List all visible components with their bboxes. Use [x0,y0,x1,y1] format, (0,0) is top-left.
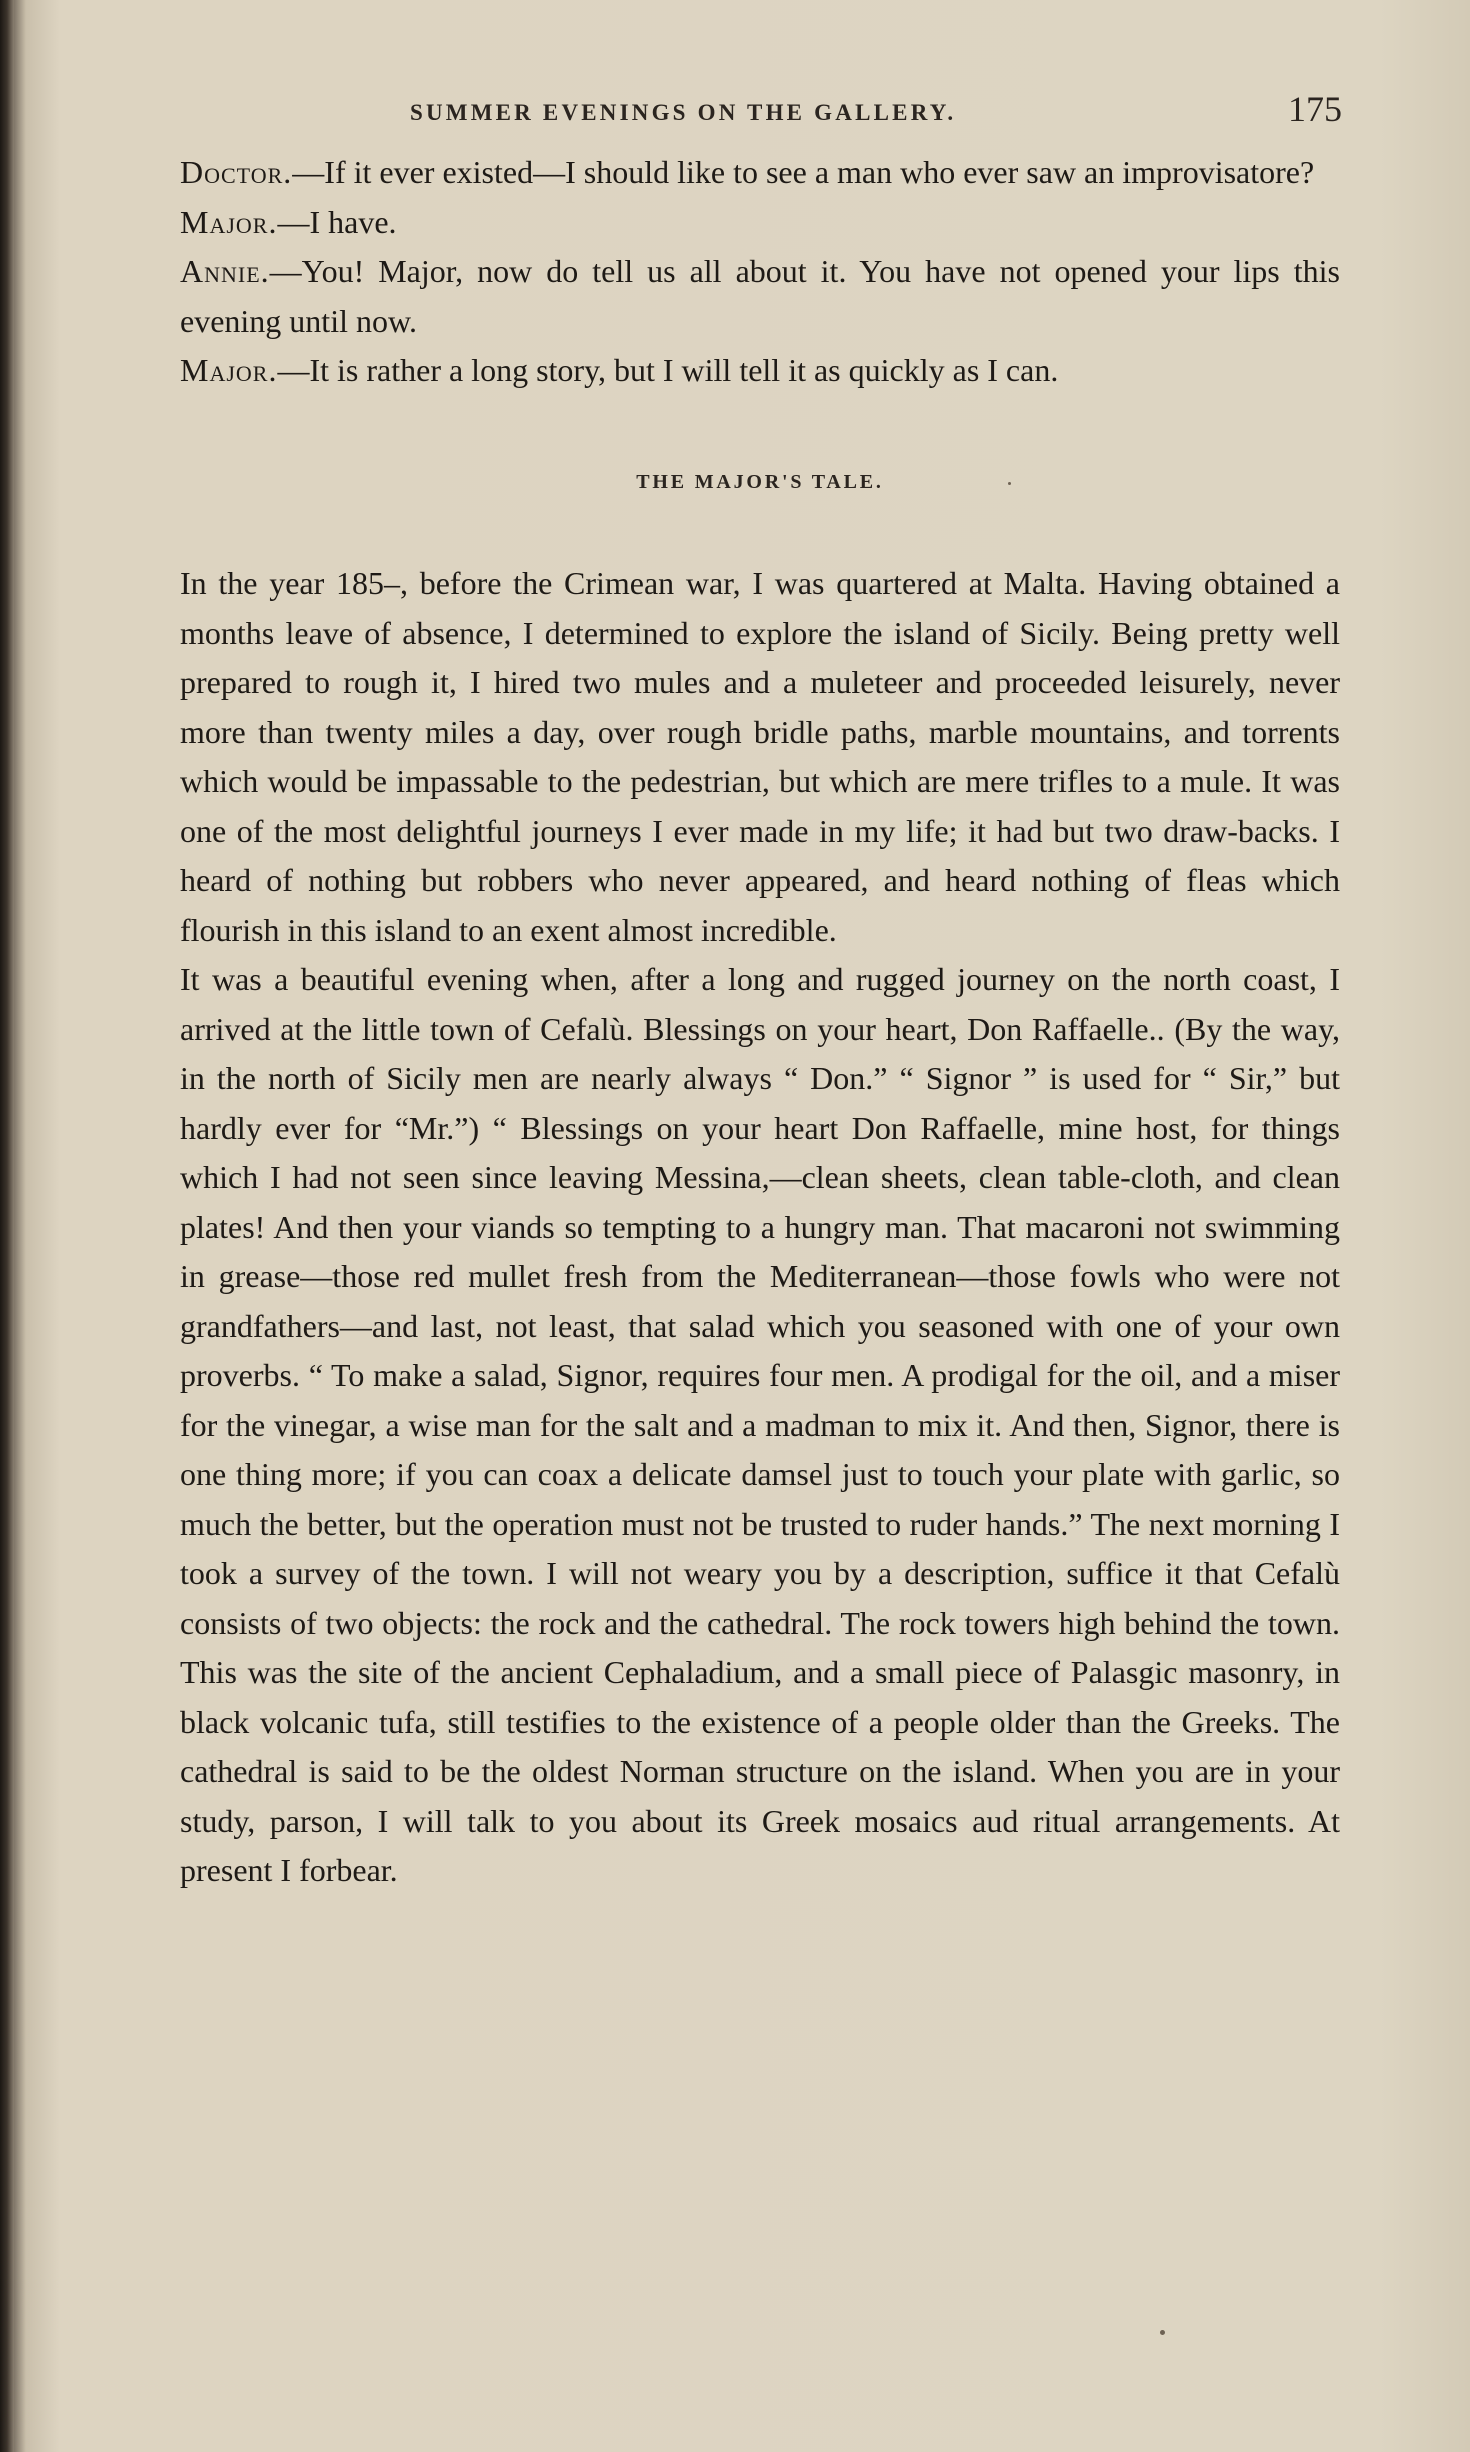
dialogue-line [180,346,1340,396]
dialogue [180,148,1340,396]
dialogue-line [180,198,1340,248]
paper-speck [1160,2330,1165,2335]
running-title: SUMMER EVENINGS ON THE GALLERY. [410,100,957,125]
tale-body [180,559,1340,1896]
dialogue-line [180,247,1340,346]
dialogue-text: —If it ever existed—I should like to see a man who ever saw an improvisatore? [292,154,1315,190]
speaker-name: Annie. [180,253,270,289]
speaker-name: Major. [180,352,278,388]
text-block [180,148,1340,1896]
tale-paragraph: In the year 185–, before the Crimean war, I was quartered at Malta. Having obtained a months leave of absence, I determined to explore the island of Sicily. Being pretty well prepared to rough it, I hired two mules and a muleteer and proceeded leisurely, never more than twenty miles a day, over rough bridle paths, marble mountains, and torrents which would be impassable to the pedestrian, but which are mere trifles to a mule. It was one of the most delightful journeys I ever made in my life; it had but two draw-backs. I heard of nothing but robbers who never appeared, and heard nothing of fleas which flourish in this island to an exent almost incredible. [180,565,1340,948]
dialogue-text: —I have. [277,203,397,240]
speaker-name: Major. [180,203,278,240]
running-head [160,88,1350,138]
section-heading: THE MAJOR'S TALE. [636,470,884,493]
speaker-name: Doctor. [180,154,293,190]
dialogue-text: —It is rather a long story, but I will tell it as quickly as I can. [277,352,1059,388]
tale-paragraph: It was a beautiful evening when, after a long and rugged journey on the north coast, I arrived at the little town of Cefalù. Blessings on your heart, Don Raffaelle.. (By the way, in the north of Sicily men are nearly always “ Don.” “ Signor ” is used for “ Sir,” but hardly ever for “Mr.”) “ Blessings on your heart Don Raffaelle, mine host, for things which I had not seen since leaving Messina,—clean sheets, clean table-cloth, and clean plates! And then your viands so tempting to a hungry man. That macaroni not swimming in grease—those red mullet fresh from the Mediterranean—those fowls who were not grandfathers—and last, not least, that salad which you seasoned with one of your own proverbs. “ To make a salad, Signor, requires four men. A prodigal for the oil, and a miser for the vinegar, a wise man for the salt and a madman to mix it. And then, Signor, there is one thing more; if you can coax a delicate damsel just to touch your plate with garlic, so much the better, but the operation must not be trusted to ruder hands.” The next morning I took a survey of the town. I will not weary you by a description, suffice it that Cefalù consists of two objects: the rock and the cathedral. The rock towers high behind the town. This was the site of the ancient Cephaladium, and a small piece of Palasgic masonry, in black volcanic tufa, still testifies to the existence of a people older than the Greeks. The cathedral is said to be the oldest Norman structure on the island. When you are in your study, parson, I will talk to you about its Greek mosaics aud ritual arrangements. At present I forbear. [180,961,1340,1888]
dialogue-line [180,148,1340,198]
book-spine-shadow [0,0,14,2452]
dialogue-text: —You! Major, now do tell us all about it. You have not opened your lips this evening until now. [180,253,1340,339]
page-number: 175 [1288,89,1342,129]
paper-speck [1008,482,1011,485]
